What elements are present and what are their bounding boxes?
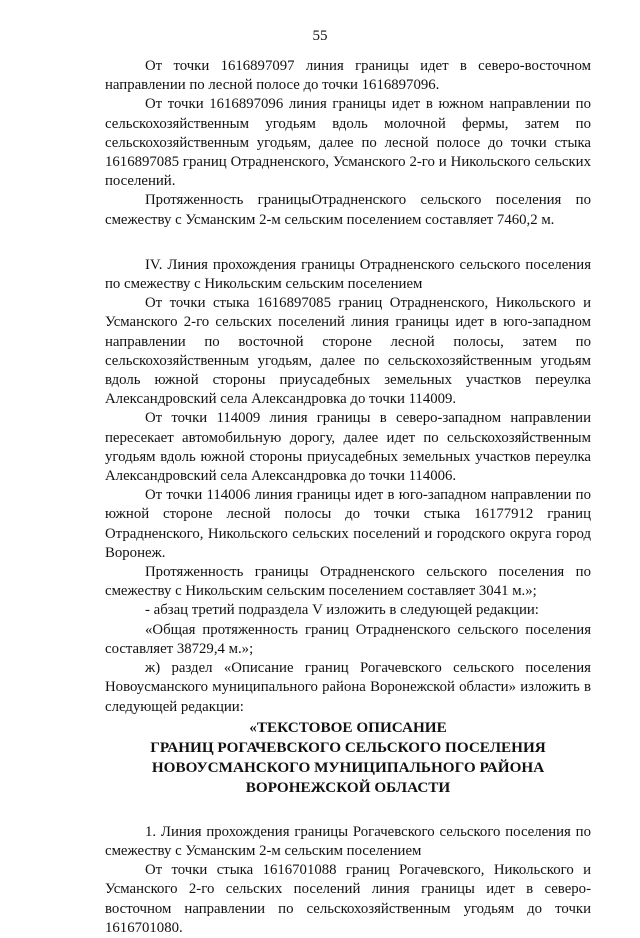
paragraph: От точки 1616897097 линия границы идет в северо-восточном направлении по лесной полосе до точки 1616897096. [105, 58, 591, 94]
spacer [105, 230, 591, 256]
paragraph: «Общая протяженность границ Отрадненского сельского поселения составляет 38729,4 м.»; [105, 621, 591, 657]
paragraph: От точки стыка 1616701088 границ Рогачевского, Никольского и Усманского 2-го сельских поселений линия границы идет в северо-восточном направлении по сельскохозяйственным угодьям до точки 1616701080. [105, 862, 591, 936]
heading-line: «ТЕКСТОВОЕ ОПИСАНИЕ [249, 718, 447, 736]
heading-line: НОВОУСМАНСКОГО МУНИЦИПАЛЬНОГО РАЙОНА [151, 758, 545, 776]
paragraph: Протяженность границы Отрадненского сельского поселения по смежеству с Никольским сельским поселением составляет 3041 м.»; [105, 564, 591, 600]
paragraph: От точки 114006 линия границы идет в юго-западном направлении по южной стороне лесной полосы до точки стыка 16177912 границ Отрадненского, Никольского сельских поселений и городского округа город Воронеж. [105, 487, 591, 561]
section-title-iv: IV. Линия прохождения границы Отрадненского сельского поселения по смежеству с Никольским сельским поселением [105, 256, 591, 293]
document-heading [105, 719, 591, 797]
paragraph: Протяженность границыОтрадненского сельского поселения по смежеству с Усманским 2-м сельским поселением составляет 7460,2 м. [105, 192, 591, 228]
paragraph: От точки 1616897096 линия границы идет в южном направлении по сельскохозяйственным угодьям вдоль молочной фермы, затем по сельскохозяйственным угодьям, далее по лесной полосе до точки стыка 1616897085 границ Отрадненского, Усманского 2-го и Никольского сельских поселений. [105, 96, 591, 190]
spacer [105, 797, 591, 823]
paragraph: От точки стыка 1616897085 границ Отрадненского, Никольского и Усманского 2-го сельских поселений линия границы идет в юго-западном направлении по восточной стороне лесной полосы, затем по сельскохозяйственным угодьям, далее по сельскохозяйственным угодьям вдоль южной стороны приусадебных земельных участков переулка Александровский села Александровка до точки 114009. [105, 295, 591, 408]
paragraph: - абзац третий подраздела V изложить в следующей редакции: [145, 602, 539, 619]
document-body [105, 57, 591, 938]
section-title-1: 1. Линия прохождения границы Рогачевского сельского поселения по смежеству с Усманским 2-м сельским поселением [105, 823, 591, 859]
heading-line: ВОРОНЕЖСКОЙ ОБЛАСТИ [245, 778, 451, 796]
heading-line: ГРАНИЦ РОГАЧЕВСКОГО СЕЛЬСКОГО ПОСЕЛЕНИЯ [150, 738, 546, 756]
page-number: 55 [312, 28, 328, 44]
paragraph: ж) раздел «Описание границ Рогачевского сельского поселения Новоусманского муниципального района Воронежской области» изложить в следующей редакции: [105, 660, 591, 715]
paragraph: От точки 114009 линия границы в северо-западном направлении пересекает автомобильную дорогу, далее идет по сельскохозяйственным угодьям вдоль южной стороны приусадебных земельных участков переулка Александровский села Александровка до точки 114006. [105, 410, 591, 485]
